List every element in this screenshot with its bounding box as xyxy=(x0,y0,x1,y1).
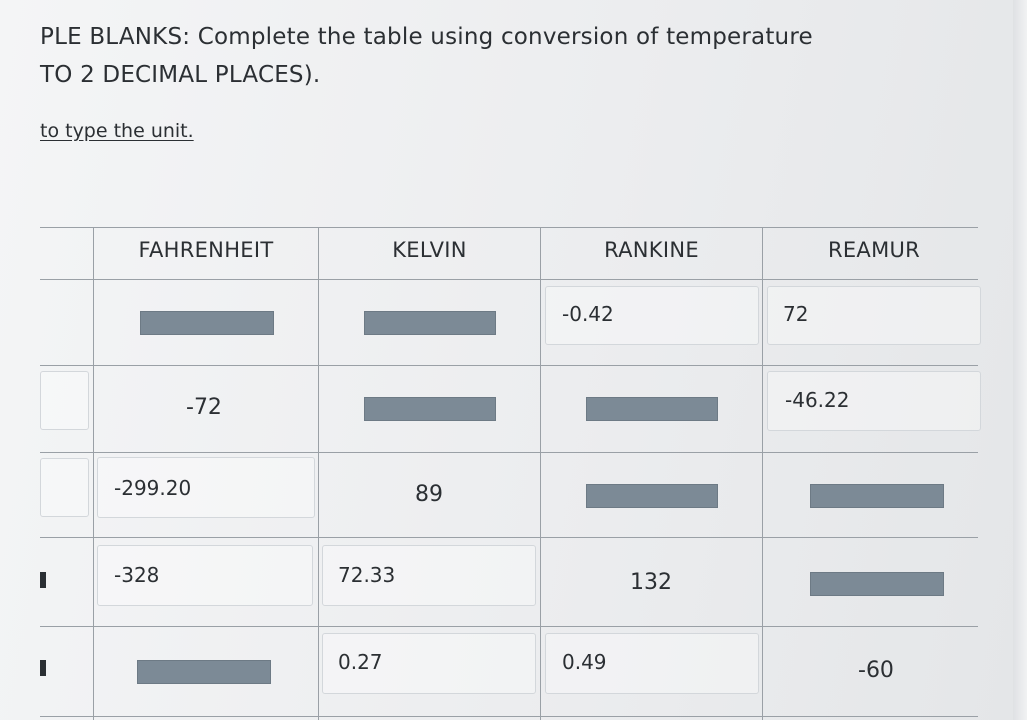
row-marker xyxy=(40,660,46,676)
answer-box[interactable] xyxy=(40,458,89,517)
row-rule xyxy=(40,452,978,453)
cell-fahrenheit: -328 xyxy=(114,563,160,587)
column-rule xyxy=(540,227,541,720)
blank-answer-field[interactable] xyxy=(140,311,274,335)
cell-reamur: 72 xyxy=(783,302,809,326)
blank-answer-field[interactable] xyxy=(810,572,944,596)
instruction-line-2: TO 2 DECIMAL PLACES). xyxy=(40,62,321,88)
blank-answer-field[interactable] xyxy=(810,484,944,508)
cell-kelvin: 72.33 xyxy=(338,563,396,587)
header-reamur: REAMUR xyxy=(827,238,921,262)
header-fahrenheit: FAHRENHEIT xyxy=(138,238,274,262)
blank-answer-field[interactable] xyxy=(364,397,496,421)
blank-answer-field[interactable] xyxy=(137,660,271,684)
cell-kelvin: 0.27 xyxy=(338,650,383,674)
blank-answer-field[interactable] xyxy=(586,397,718,421)
blank-answer-field[interactable] xyxy=(364,311,496,335)
header-rankine: RANKINE xyxy=(604,238,699,262)
row-rule xyxy=(40,537,978,538)
instruction-line-3: to type the unit. xyxy=(40,120,194,142)
instruction-line-1: PLE BLANKS: Complete the table using conversion of temperature xyxy=(40,24,813,50)
row-rule xyxy=(40,365,978,366)
cell-reamur: -60 xyxy=(858,658,894,683)
cell-reamur: -46.22 xyxy=(785,388,850,412)
cell-rankine: -0.42 xyxy=(562,302,614,326)
header-kelvin: KELVIN xyxy=(392,238,467,262)
cell-kelvin: 89 xyxy=(415,482,443,507)
column-rule xyxy=(762,227,763,720)
cell-rankine: 0.49 xyxy=(562,650,607,674)
header-bottom-rule xyxy=(40,279,978,280)
column-rule xyxy=(318,227,319,720)
page-edge xyxy=(1013,0,1027,720)
cell-fahrenheit: -72 xyxy=(186,395,222,420)
blank-answer-field[interactable] xyxy=(586,484,718,508)
answer-box[interactable] xyxy=(40,371,89,430)
table-bottom-rule xyxy=(40,716,978,717)
table-top-rule xyxy=(40,227,978,228)
row-rule xyxy=(40,626,978,627)
row-marker xyxy=(40,572,46,588)
column-rule xyxy=(93,227,94,720)
cell-fahrenheit: -299.20 xyxy=(114,476,192,500)
cell-rankine: 132 xyxy=(630,570,672,595)
